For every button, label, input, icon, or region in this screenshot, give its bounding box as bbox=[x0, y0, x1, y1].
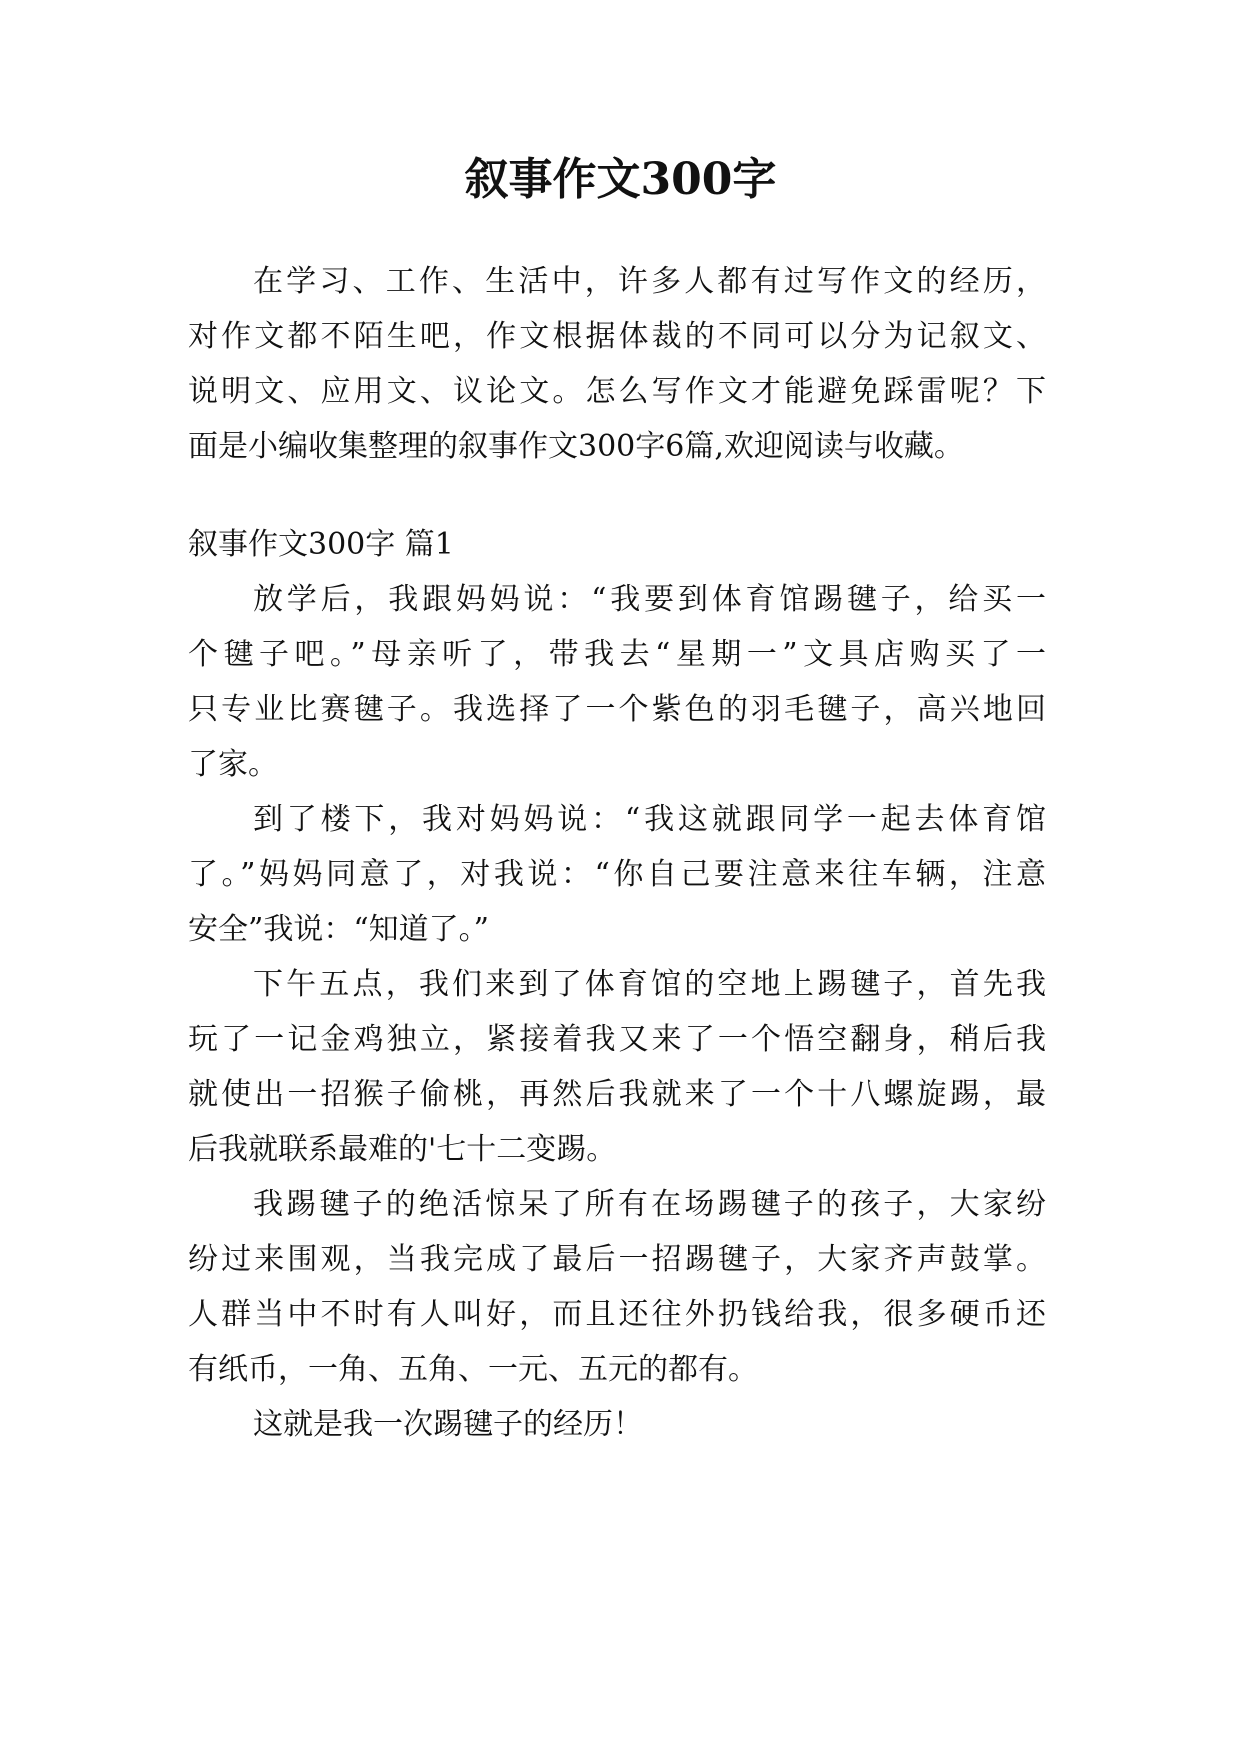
paragraph-line: 下午五点，我们来到了体育馆的空地上踢毽子，首先我 bbox=[253, 967, 1046, 1002]
intro-line: 在学习、工作、生活中，许多人都有过写作文的经历， bbox=[253, 264, 1046, 299]
paragraph-line: 放学后，我跟妈妈说：“我要到体育馆踢毽子，给买一 bbox=[253, 582, 1046, 617]
paragraph-line: 了家。 bbox=[188, 747, 278, 782]
paragraph-line: 到了楼下，我对妈妈说：“我这就跟同学一起去体育馆 bbox=[253, 802, 1046, 837]
intro-line: 对作文都不陌生吧，作文根据体裁的不同可以分为记叙文、 bbox=[188, 319, 1046, 354]
paragraph-line: 个毽子吧。”母亲听了，带我去“星期一”文具店购买了一 bbox=[188, 637, 1046, 672]
paragraph-line: 玩了一记金鸡独立，紧接着我又来了一个悟空翻身，稍后我 bbox=[188, 1022, 1046, 1057]
intro-line: 说明文、应用文、议论文。怎么写作文才能避免踩雷呢？下 bbox=[188, 374, 1046, 409]
paragraph-line: 只专业比赛毽子。我选择了一个紫色的羽毛毽子，高兴地回 bbox=[188, 692, 1046, 727]
section-heading: 叙事作文300字 篇1 bbox=[188, 527, 454, 562]
paragraph-line: 纷过来围观，当我完成了最后一招踢毽子，大家齐声鼓掌。 bbox=[188, 1242, 1046, 1277]
paragraph-line: 人群当中不时有人叫好，而且还往外扔钱给我，很多硬币还 bbox=[188, 1297, 1046, 1332]
paragraph-line: 这就是我一次踢毽子的经历！ bbox=[253, 1407, 643, 1442]
intro-line: 面是小编收集整理的叙事作文300字6篇,欢迎阅读与收藏。 bbox=[188, 429, 964, 464]
paragraph-line: 我踢毽子的绝活惊呆了所有在场踢毽子的孩子，大家纷 bbox=[253, 1187, 1046, 1222]
paragraph-line: 就使出一招猴子偷桃，再然后我就来了一个十八螺旋踢，最 bbox=[188, 1077, 1046, 1112]
document-title: 叙事作文300字 bbox=[464, 154, 777, 205]
paragraph-line: 了。”妈妈同意了，对我说：“你自己要注意来往车辆，注意 bbox=[188, 857, 1046, 892]
paragraph-line: 后我就联系最难的'七十二变踢。 bbox=[188, 1132, 617, 1167]
paragraph-line: 有纸币，一角、五角、一元、五元的都有。 bbox=[188, 1352, 758, 1387]
paragraph-line: 安全”我说：“知道了。” bbox=[188, 912, 490, 947]
